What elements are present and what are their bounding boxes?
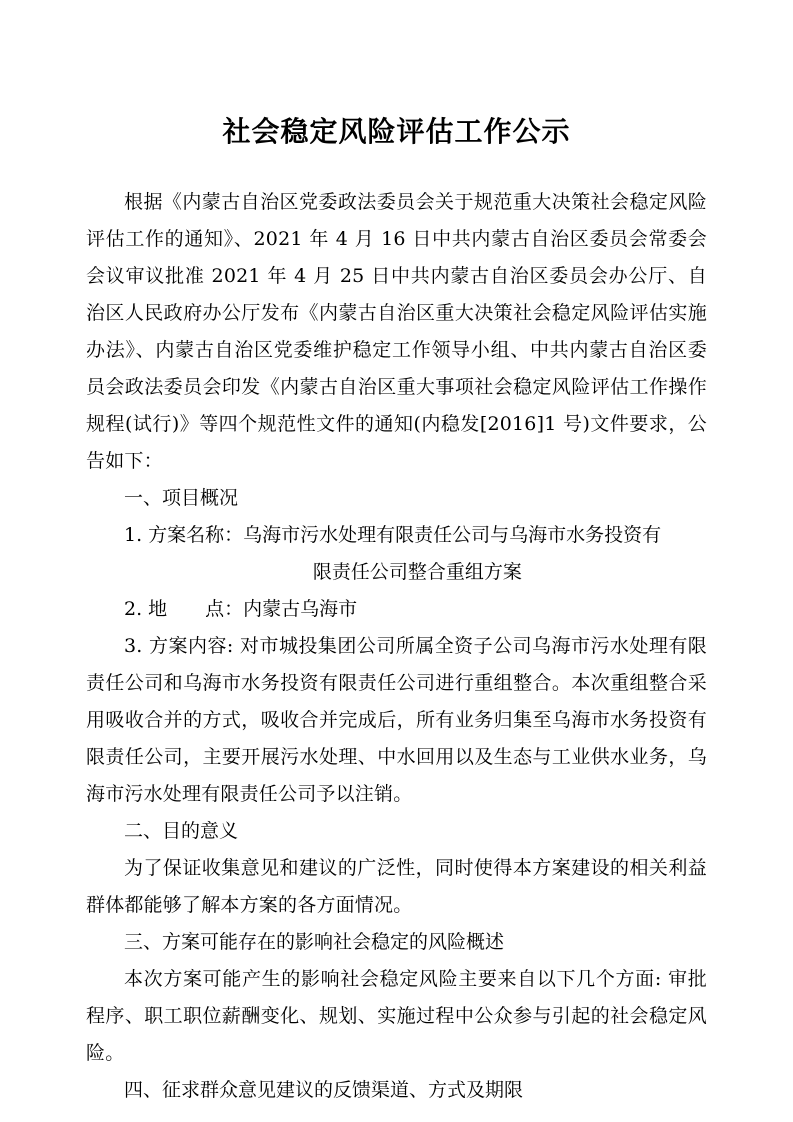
- page-title: 社会稳定风险评估工作公示: [222, 115, 571, 148]
- item-location: 2. 地 点：内蒙古乌海市: [124, 598, 358, 620]
- intro-paragraph: 根据《内蒙古自治区党委政法委员会关于规范重大决策社会稳定风险评估工作的通知》、2021 年 4 月 16 日中共内蒙古自治区委员会常委会会议审议批准 2021 年 4 月 25 日中共内蒙古自治区委员会办公厅、自治区人民政府办公厅发布《内蒙古自治区重大决策社会稳定风险评估实施办法》、内蒙古自治区党委维护稳定工作领导小组、中共内蒙古自治区委员会政法委员会印发《内蒙古自治区重大事项社会稳定风险评估工作操作规程(试行)》等四个规范性文件的通知(内稳发[2016]1 号)文件要求，公告如下：: [86, 191, 707, 472]
- item-content: 3. 方案内容: 对市城投集团公司所属全资子公司乌海市污水处理有限责任公司和乌海市水务投资有限责任公司进行重组整合。本次重组整合采用吸收合并的方式，吸收合并完成后，所有业务归集至乌海市水务投资有限责任公司，主要开展污水处理、中水回用以及生态与工业供水业务，乌海市污水处理有限责任公司予以注销。: [86, 635, 707, 805]
- section-heading-2: 二、目的意义: [124, 820, 239, 842]
- section-3-body: 本次方案可能产生的影响社会稳定风险主要来自以下几个方面: 审批程序、职工职位薪酬变化、规划、实施过程中公众参与引起的社会稳定风险。: [86, 968, 707, 1064]
- document-body: [86, 184, 707, 1109]
- section-heading-1: 一、项目概况: [124, 487, 239, 509]
- item-project-name-cont: 限责任公司整合重组方案: [312, 561, 522, 583]
- section-heading-4: 四、征求群众意见建议的反馈渠道、方式及期限: [124, 1079, 524, 1101]
- section-2-body: 为了保证收集意见和建议的广泛性，同时使得本方案建设的相关利益群体都能够了解本方案的各方面情况。: [86, 857, 707, 916]
- section-heading-3: 三、方案可能存在的影响社会稳定的风险概述: [124, 931, 505, 953]
- item-project-name: 1. 方案名称：乌海市污水处理有限责任公司与乌海市水务投资有: [124, 524, 662, 546]
